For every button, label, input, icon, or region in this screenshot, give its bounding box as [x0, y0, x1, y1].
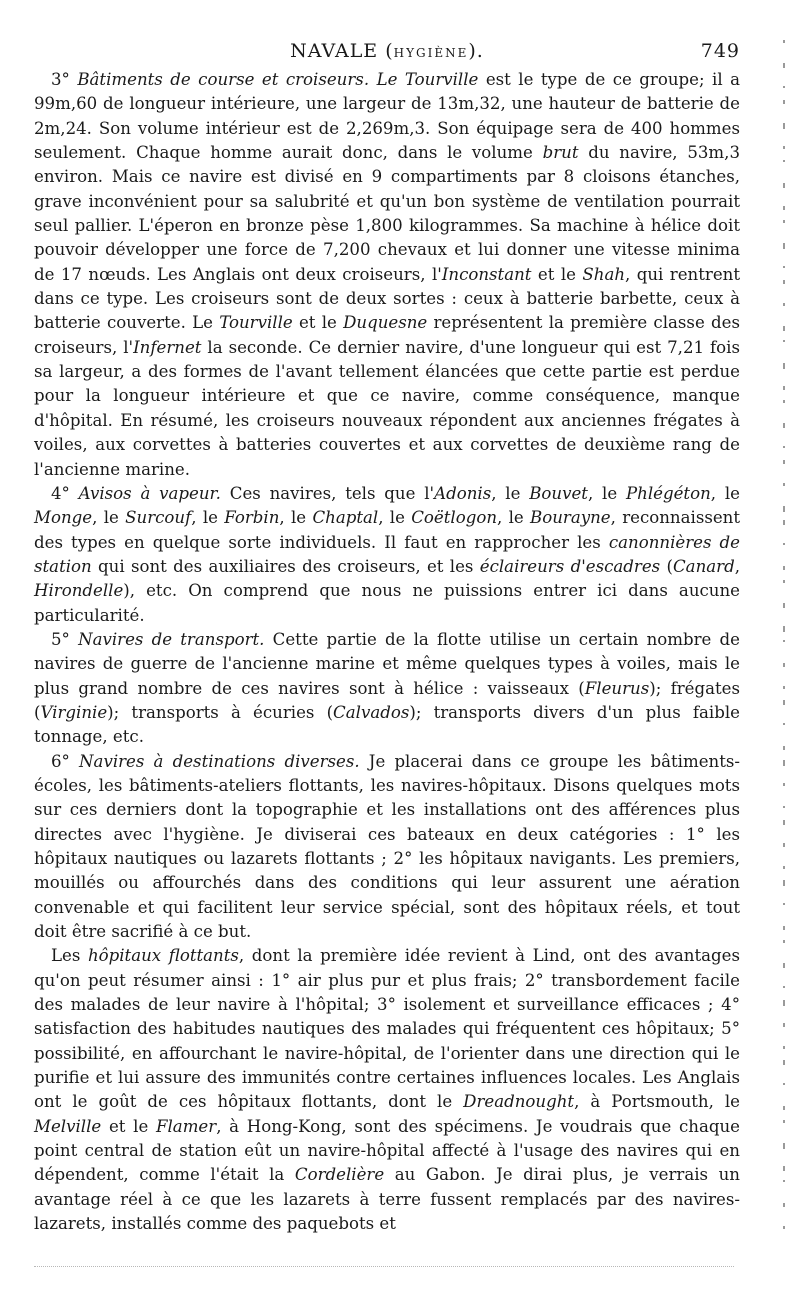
- margin-tick: [783, 963, 785, 968]
- margin-tick: [783, 880, 785, 886]
- running-title-open-paren: (: [385, 40, 394, 62]
- margin-tick: [783, 146, 785, 149]
- italic-text: Forbin: [224, 508, 280, 528]
- margin-tick: [783, 63, 785, 68]
- margin-tick: [783, 700, 785, 705]
- paragraph: [34, 68, 740, 482]
- scan-bottom-edge: [34, 1266, 734, 1267]
- margin-tick: [783, 520, 785, 525]
- italic-text: Calvados: [333, 702, 410, 722]
- paragraph: [34, 944, 740, 1236]
- italic-text: Virginie: [40, 702, 108, 722]
- text-run: ); transports à écuries (: [107, 702, 334, 722]
- margin-tick: [783, 806, 785, 808]
- margin-tick: [783, 160, 785, 162]
- text-run: qui sont des auxiliaires des croiseurs, et les: [91, 556, 480, 576]
- italic-text: brut: [542, 143, 579, 163]
- margin-tick: [783, 206, 785, 210]
- scan-margin-marks: [780, 40, 792, 1240]
- text-run: [369, 70, 376, 89]
- text-run: et le: [101, 1116, 156, 1136]
- italic-text: Shah: [582, 264, 626, 284]
- margin-tick: [783, 1120, 785, 1123]
- margin-tick: [783, 183, 785, 188]
- margin-tick: [783, 483, 785, 486]
- italic-text: Flamer: [155, 1116, 217, 1136]
- text-run: ,: [734, 556, 740, 576]
- margin-tick: [783, 543, 785, 545]
- text-run: Je placerai dans ce groupe les bâtiments-écoles, les bâtiments-ateliers flottants, les navires-hôpitaux. Disons quelques mots sur ces derniers dont la topographie et les installations ont des afférences plus directes avec l'hygiène. Je diviserai ces bateaux en deux catégories : 1° les hôpitaux nautiques ou lazarets flottants ; 2° les hôpitaux navigants. Les premiers, mouillés ou affourchés dans des conditions qui leur assurent une aération convenable et qui facilitent leur service spécial, sont des hôpitaux réels, et tout doit être sacrifié à ce but.: [34, 751, 740, 942]
- text-run: ); transports divers d'un plus faible tonnage, etc.: [34, 702, 740, 747]
- italic-text: canonnières de station: [34, 532, 740, 576]
- margin-tick: [783, 243, 785, 249]
- margin-tick: [783, 1083, 785, 1085]
- margin-tick: [783, 843, 785, 847]
- italic-text: Avisos à vapeur.: [78, 483, 221, 503]
- running-head: [34, 34, 740, 68]
- margin-tick: [783, 363, 785, 369]
- margin-tick: [783, 400, 785, 403]
- text-run: , le: [497, 508, 531, 528]
- italic-text: hôpitaux flottants: [87, 946, 239, 966]
- text-run: , à Hong-Kong, sont des spécimens. Je voudrais que chaque point central de station eût un navire-hôpital affecté à l'usage des navires qui en dépendent, comme l'était la: [34, 1116, 740, 1185]
- text-run: (: [660, 556, 673, 576]
- body-text: [34, 68, 740, 1237]
- paragraph: [34, 482, 740, 628]
- italic-text: Navires à destinations diverses.: [79, 751, 360, 771]
- text-run: et le: [292, 313, 344, 333]
- text-run: , reconnaissent des types en quelque sorte individuels. Il faut en rapprocher les: [34, 508, 741, 552]
- paragraph: [34, 628, 740, 750]
- italic-text: Cordelière: [294, 1165, 385, 1185]
- italic-text: Monge: [34, 508, 93, 528]
- margin-tick: [783, 506, 785, 512]
- text-run: du navire, 53m,3 environ. Mais ce navire est divisé en 9 compartiments par 8 cloisons étanches, grave inconvénient pour sa salubrité et qu'un bon système de ventilation pourrait seul pallier. L'éperon en bronze pèse 1,800 kilogrammes. Sa machine à hélice doit pouvoir développer une force de 7,200 chevaux et lui donner une vitesse minima de 17 nœuds. Les Anglais ont deux croiseurs, l': [34, 143, 740, 284]
- running-title-sub: HYGIÈNE: [393, 46, 469, 60]
- text-run: , le: [587, 483, 626, 503]
- italic-text: Canard: [672, 556, 735, 576]
- italic-text: Fleurus: [584, 678, 650, 698]
- margin-tick: [783, 1180, 785, 1182]
- margin-tick: [783, 723, 785, 725]
- margin-tick: [783, 686, 785, 689]
- text-run: , le: [491, 483, 530, 503]
- italic-text: éclaireurs d'escadres: [479, 556, 661, 576]
- italic-text: Dreadnought: [463, 1092, 575, 1112]
- text-run: , le: [279, 508, 313, 528]
- text-run: , dont la première idée revient à Lind, ont des avantages qu'on peut résumer ainsi : 1° air plus pur et plus frais; 2° transbordement facile des malades de leur navire à l'hôpital; 3° isolement et surveillance efficaces ; 4° satisfaction des habitudes nautiques des malades qui fréquentent ces hôpitaux; 5° possibilité, en affourchant le navire-hôpital, de l'orienter dans une direction qui le purifie et lui assure des immunités contre certaines influences locales. Les Anglais ont le goût de ces hôpitaux flottants, dont le: [34, 946, 740, 1112]
- margin-tick: [783, 460, 785, 464]
- italic-text: Bouvet: [529, 483, 588, 503]
- margin-tick: [783, 280, 785, 284]
- text-run: Les: [51, 946, 88, 966]
- margin-tick: [783, 820, 785, 825]
- margin-tick: [783, 866, 785, 869]
- margin-tick: [783, 266, 785, 268]
- text-run: au Gabon. Je dirai plus, je verrais un avantage réel à ce que les lazarets à terre fussent remplacés par des navires-lazarets, installés comme des paquebots et: [34, 1165, 740, 1234]
- page-number: 749: [700, 40, 740, 62]
- text-run: , qui rentrent dans ce type. Les croiseurs sont de deux sortes : ceux à batterie barbette, ceux à batterie couverte. Le: [34, 264, 740, 333]
- margin-tick: [783, 760, 785, 766]
- italic-text: Phlégéton: [626, 483, 711, 503]
- margin-tick: [783, 663, 785, 667]
- margin-tick: [783, 123, 785, 129]
- paragraph: [34, 750, 740, 945]
- text-run: Cette partie de la flotte utilise un certain nombre de navires de guerre de l'ancienne marine et même quelques types à voiles, mais le plus grand nombre de ces navires sont à hélice : vaisseaux (: [34, 629, 740, 698]
- margin-tick: [783, 1203, 785, 1207]
- italic-text: Infernet: [133, 337, 202, 357]
- running-title: [34, 40, 740, 62]
- margin-tick: [783, 100, 785, 104]
- margin-tick: [783, 746, 785, 750]
- margin-tick: [783, 86, 785, 88]
- margin-tick: [783, 986, 785, 988]
- margin-tick: [783, 1106, 785, 1110]
- margin-tick: [783, 220, 785, 223]
- margin-tick: [783, 603, 785, 608]
- italic-text: Navires de transport.: [78, 629, 265, 649]
- text-run: représentent la première classe des croiseurs, l': [34, 313, 740, 357]
- italic-text: Bourayne: [530, 508, 611, 528]
- text-run: la seconde. Ce dernier navire, d'une longueur qui est 7,21 fois sa largeur, a des formes de l'avant tellement élancées que cette partie est perdue pour la longueur intérieure et que ce navire, comme conséquence, manque d'hôpital. En résumé, les croiseurs nouveaux répondent aux anciennes frégates à voiles, aux corvettes à batteries couvertes et aux corvettes de deuxième rang de l'ancienne marine.: [34, 337, 740, 479]
- margin-tick: [783, 446, 785, 448]
- margin-tick: [783, 386, 785, 390]
- running-title-close-paren: ).: [468, 40, 484, 62]
- margin-tick: [783, 926, 785, 930]
- text-run: est le type de ce groupe; il a 99m,60 de longueur intérieure, une largeur de 13m,32, une hauteur de batterie de 2m,24. Son volume intérieur est de 2,269m,3. Son équipage sera de 400 hommes seulement. Chaque homme aurait donc, dans le volume: [34, 70, 740, 163]
- margin-tick: [783, 1023, 785, 1027]
- margin-tick: [783, 1060, 785, 1065]
- text-run: et le: [531, 264, 583, 284]
- italic-text: Surcouf: [125, 508, 192, 528]
- text-run: 4°: [51, 483, 79, 503]
- margin-tick: [783, 326, 785, 331]
- text-run: Ces navires, tels que l': [220, 483, 435, 503]
- margin-tick: [783, 783, 785, 786]
- margin-tick: [783, 40, 785, 43]
- text-run: , le: [92, 508, 126, 528]
- italic-text: Inconstant: [441, 264, 532, 284]
- margin-tick: [783, 303, 785, 306]
- italic-text: Adonis: [434, 483, 492, 503]
- text-run: , le: [378, 508, 412, 528]
- margin-tick: [783, 1000, 785, 1006]
- margin-tick: [783, 566, 785, 570]
- running-title-main: NAVALE: [290, 40, 379, 62]
- margin-tick: [783, 903, 785, 905]
- text-run: ); frégates (: [34, 678, 740, 722]
- italic-text: Hirondelle: [34, 581, 124, 601]
- italic-text: Coëtlogon: [411, 508, 498, 528]
- margin-tick: [783, 1046, 785, 1049]
- italic-text: Le Tourville: [376, 70, 479, 89]
- margin-tick: [783, 1226, 785, 1229]
- italic-text: Bâtiments de course et croiseurs.: [77, 70, 370, 89]
- text-run: , le: [710, 483, 740, 503]
- margin-tick: [783, 940, 785, 943]
- margin-tick: [783, 423, 785, 428]
- text-run: 6°: [51, 751, 80, 771]
- margin-tick: [783, 626, 785, 632]
- book-page: [34, 34, 740, 1237]
- text-run: ), etc. On comprend que nous ne puissions entrer ici dans aucune particularité.: [34, 581, 740, 625]
- italic-text: Melville: [34, 1116, 102, 1136]
- margin-tick: [783, 580, 785, 583]
- text-run: 5°: [51, 629, 79, 649]
- italic-text: Duquesne: [343, 313, 428, 333]
- text-run: , le: [191, 508, 225, 528]
- text-run: 3°: [51, 70, 78, 89]
- italic-text: Tourville: [219, 313, 293, 333]
- text-run: , à Portsmouth, le: [574, 1092, 740, 1112]
- margin-tick: [783, 340, 785, 342]
- margin-tick: [783, 1143, 785, 1149]
- margin-tick: [783, 1166, 785, 1171]
- margin-tick: [783, 640, 785, 642]
- italic-text: Chaptal: [312, 508, 379, 528]
